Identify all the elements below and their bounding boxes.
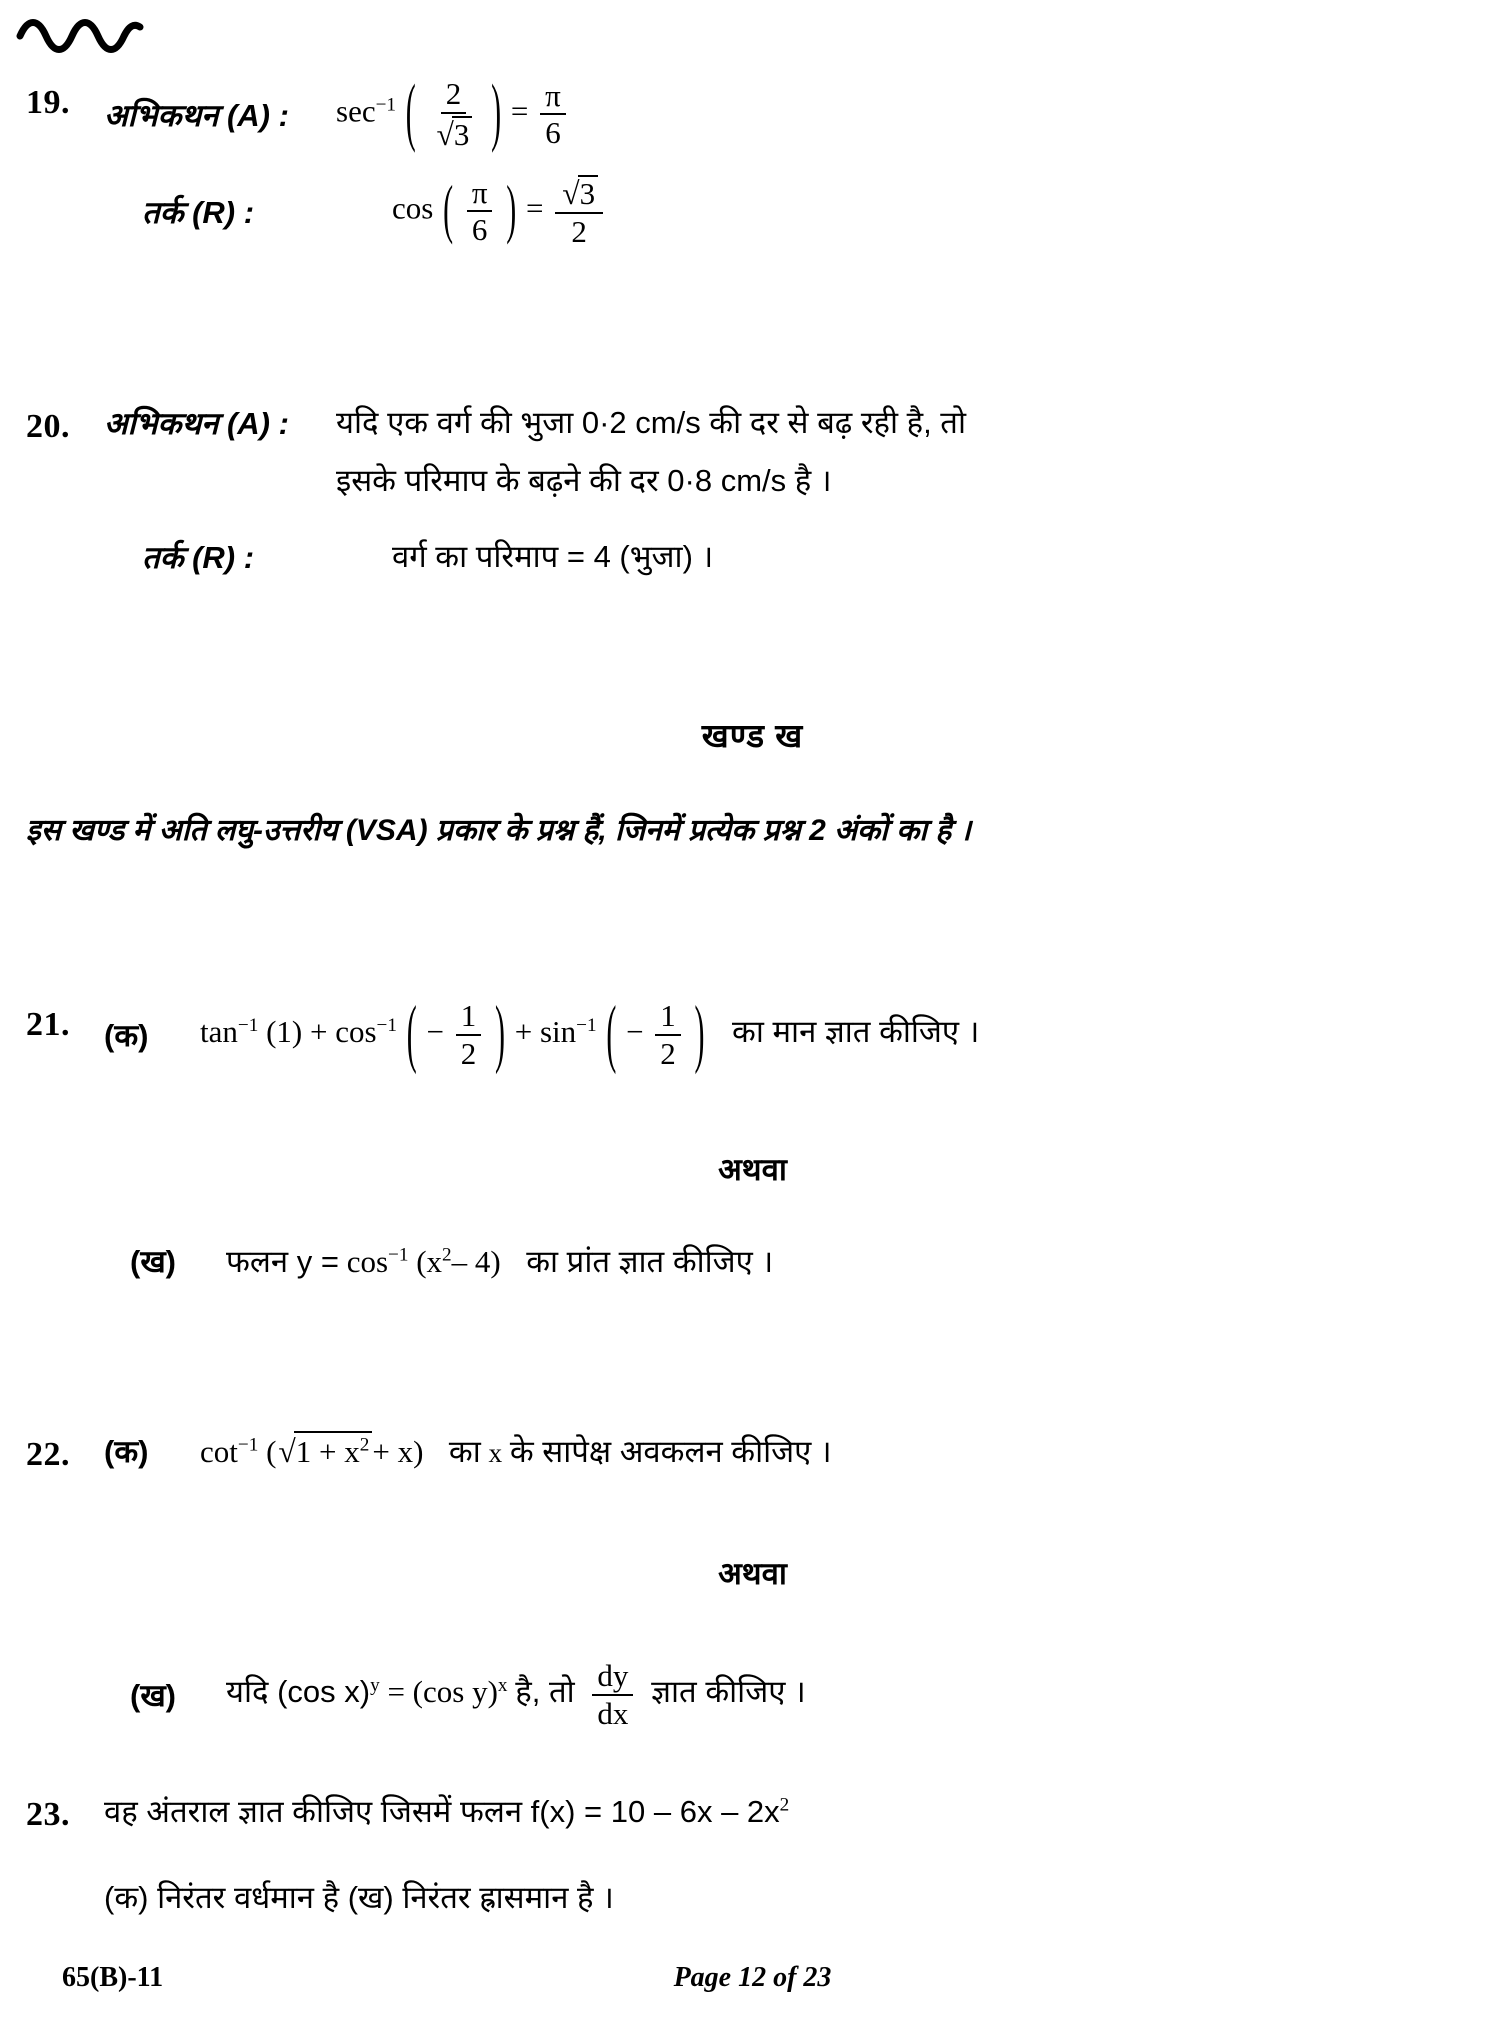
argument-power: 2 — [442, 1244, 452, 1266]
fraction-numerator: dy — [592, 1660, 633, 1696]
question-20-reason-label: तर्क (R) : — [142, 539, 255, 575]
sec-exponent: −1 — [375, 94, 397, 116]
power-two: 2 — [779, 1794, 790, 1816]
section-instruction: इस खण्ड में अति लघु-उत्तरीय (VSA) प्रकार के प्रश्न हैं, जिनमें प्रत्येक प्रश्न 2 अंकों का है । — [26, 814, 971, 847]
page-number: Page 12 of 23 — [673, 1962, 832, 1993]
sin-exponent: −1 — [576, 1014, 597, 1036]
question-22-part-a-tail-2: के सापेक्ष अवकलन कीजिए । — [509, 1434, 832, 1469]
fraction-numerator: π — [540, 80, 566, 116]
fraction-denominator: dx — [597, 1695, 629, 1731]
question-21-part-b-tail: का प्रांत ज्ञात कीजिए । — [526, 1244, 774, 1279]
page-footer — [0, 1962, 1505, 2006]
question-21-part-a-content — [200, 991, 1466, 1076]
fraction-two-over-root-three — [430, 78, 478, 151]
left-paren: ( — [606, 991, 617, 1076]
equals-sign: = — [525, 190, 544, 226]
question-21-or-label: अथवा — [718, 1152, 787, 1187]
question-20-assertion-line-1: यदि एक वर्ग की भुजा 0·2 cm/s की दर से बढ़ रही है, तो — [336, 405, 967, 440]
fraction-numerator: π — [467, 177, 493, 213]
question-21-part-a-label: (क) — [104, 1018, 149, 1054]
cot-exponent: −1 — [237, 1434, 259, 1456]
variable-x: x — [488, 1438, 503, 1468]
fraction-denominator: 6 — [545, 115, 561, 151]
question-20 — [26, 402, 1466, 584]
question-22-part-b — [130, 1660, 1450, 1730]
question-21-part-a-tail: का मान ज्ञात कीजिए । — [732, 1014, 980, 1050]
question-19-reason-math — [336, 175, 607, 248]
cos-function-name: cos — [346, 1244, 389, 1279]
question-19-assertion-math — [336, 70, 570, 155]
question-21-part-b-content — [226, 1240, 1430, 1282]
question-22-part-b-label: (ख) — [130, 1678, 177, 1714]
tan-exponent: −1 — [237, 1014, 259, 1036]
fraction-one-half — [456, 1000, 482, 1070]
question-20-number: 20. — [26, 408, 70, 445]
tan-function-name: tan — [200, 1014, 238, 1050]
question-20-assertion-line-2: इसके परिमाप के बढ़ने की दर 0·8 cm/s है । — [336, 462, 832, 498]
question-19-reason-label: तर्क (R) : — [142, 194, 255, 230]
question-20-assertion-row — [104, 402, 1466, 502]
right-paren: ) — [491, 70, 502, 155]
question-23-line-2: (क) निरंतर वर्धमान है (ख) निरंतर ह्रासमान है । — [104, 1880, 614, 1915]
question-23-line-1-text: वह अंतराल ज्ञात कीजिए जिसमें फलन f(x) = 10 – 6x – 2x — [104, 1794, 780, 1829]
fraction-denominator: 2 — [571, 213, 587, 249]
fraction-dy-dx — [592, 1660, 633, 1730]
question-21 — [26, 991, 1466, 1076]
question-19-number: 19. — [26, 84, 70, 121]
question-19 — [26, 70, 1446, 254]
argument-rest: – 4) — [451, 1244, 501, 1279]
question-22-part-b-after: है, तो — [515, 1674, 575, 1710]
question-22-number: 22. — [26, 1436, 70, 1473]
fraction-pi-over-six — [540, 77, 566, 151]
cos-exponent: −1 — [388, 1244, 409, 1266]
question-22-part-a-tail-1: का — [448, 1434, 481, 1469]
radicand-expression: 1 + x — [295, 1434, 360, 1469]
fraction-denominator: 6 — [471, 212, 488, 248]
question-23 — [26, 1790, 1466, 1918]
section-heading: खण्ड ख — [701, 717, 804, 754]
cos-function-name: cos — [335, 1014, 377, 1050]
fraction-denominator: √3 — [430, 114, 478, 152]
question-19-assertion-label: अभिकथन (A) : — [104, 97, 289, 133]
question-21-part-b-label: (ख) — [130, 1244, 177, 1279]
plus-sign-1: + — [309, 1014, 328, 1050]
left-paren: ( — [443, 173, 454, 247]
fraction-root-three-over-two — [555, 175, 603, 248]
right-paren: ) — [494, 991, 505, 1076]
question-21-part-b-prefix: फलन y = — [226, 1244, 339, 1279]
fraction-one-half — [655, 1000, 681, 1070]
cos-exponent: −1 — [376, 1014, 397, 1036]
fraction-numerator: 1 — [655, 1000, 681, 1036]
exponent-x: x — [497, 1674, 508, 1696]
exponent-y: y — [370, 1674, 380, 1696]
right-paren: ) — [694, 991, 705, 1076]
fraction-denominator: 2 — [460, 1035, 477, 1071]
question-21-part-b — [130, 1240, 1430, 1282]
paper-code: 65(B)-11 — [62, 1962, 164, 1993]
question-23-line-1 — [104, 1790, 1466, 1832]
equals-sign: = — [510, 93, 529, 129]
square-root: $√1 + x^2$ — [276, 1431, 372, 1470]
sec-function-name: sec — [336, 93, 376, 129]
question-22-or-label: अथवा — [718, 1556, 787, 1591]
question-22-part-b-tail: ज्ञात कीजिए । — [651, 1674, 806, 1710]
tan-argument: (1) — [266, 1014, 303, 1050]
cos-function-name: cos — [392, 190, 434, 226]
question-20-reason-row — [104, 536, 1466, 578]
wavy-line-icon — [16, 2, 146, 58]
fraction-numerator: 2 — [441, 78, 467, 114]
right-paren: ) — [506, 173, 517, 247]
fraction-denominator: 2 — [660, 1035, 676, 1071]
question-22-part-a-label: (क) — [104, 1434, 149, 1469]
question-21-number: 21. — [26, 1006, 70, 1043]
argument-open: (x — [416, 1244, 443, 1279]
question-20-assertion-text — [336, 402, 966, 502]
question-22-part-a-content — [200, 1430, 1466, 1472]
minus-sign: − — [426, 1014, 444, 1050]
radicand-power: 2 — [359, 1434, 370, 1456]
cot-function-name: cot — [200, 1434, 238, 1469]
plus-x-close: + x) — [372, 1434, 424, 1469]
question-22 — [26, 1430, 1466, 1474]
question-23-number: 23. — [26, 1796, 70, 1833]
left-paren: ( — [406, 991, 417, 1076]
fraction-pi-over-six — [467, 174, 493, 248]
question-19-assertion-row — [104, 70, 1446, 155]
fraction-numerator: √3 — [555, 175, 603, 214]
open-paren: ( — [266, 1434, 277, 1469]
plus-sign-2: + — [514, 1014, 533, 1050]
fraction-numerator: 1 — [456, 1000, 482, 1036]
question-20-assertion-label: अभिकथन (A) : — [104, 406, 289, 441]
question-22-part-b-content — [226, 1660, 1450, 1730]
question-22-part-b-prefix: यदि (cos x) — [226, 1674, 371, 1710]
minus-sign: − — [626, 1014, 644, 1050]
equals-cos-y: = (cos y) — [387, 1674, 498, 1710]
question-20-reason-text: वर्ग का परिमाप = 4 (भुजा) । — [392, 538, 714, 574]
left-paren: ( — [405, 70, 416, 155]
question-19-reason-row — [104, 175, 1446, 248]
sin-function-name: sin — [539, 1014, 577, 1050]
